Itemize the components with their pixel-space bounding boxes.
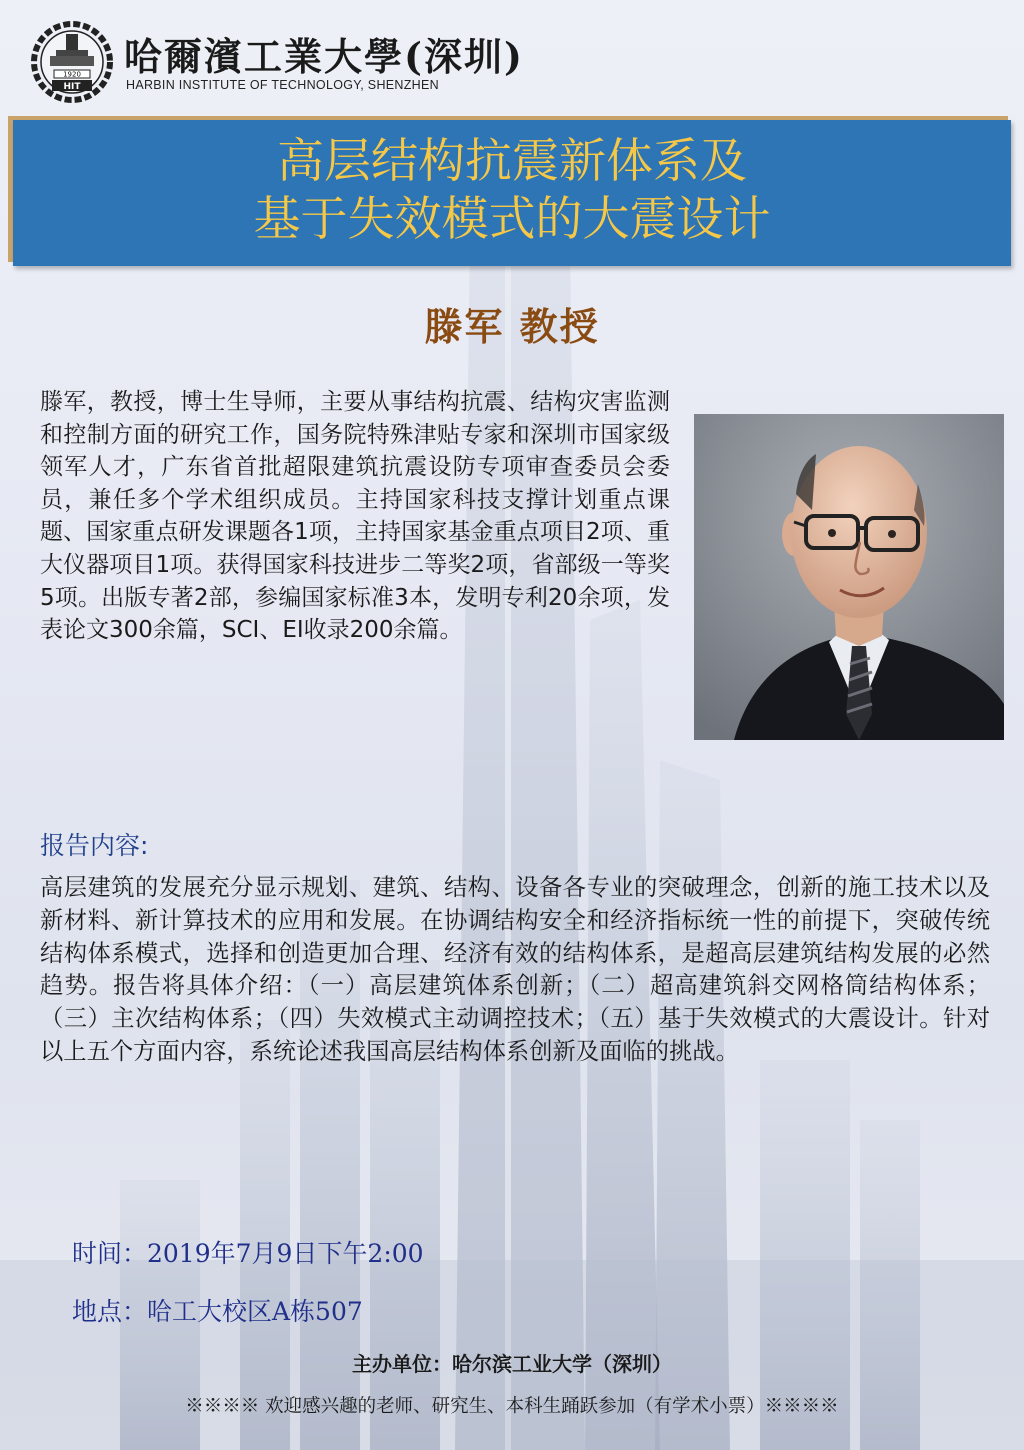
title-banner — [13, 120, 1011, 266]
event-time: 时间：2019年7月9日下午2:00 — [72, 1239, 424, 1268]
svg-text:HIT: HIT — [63, 82, 81, 92]
university-name-cn: 哈爾濱工業大學(深圳) — [124, 34, 524, 79]
hit-emblem-logo — [30, 20, 114, 104]
speaker-name: 滕军 教授 — [424, 305, 600, 349]
report-heading: 报告内容: — [40, 831, 149, 860]
university-name-en: HARBIN INSTITUTE OF TECHNOLOGY, SHENZHEN — [126, 78, 439, 92]
speaker-bio: 滕军，教授，博士生导师，主要从事结构抗震、结构灾害监测和控制方面的研究工作，国务院特殊津贴专家和深圳市国家级领军人才，广东省首批超限建筑抗震设防专项审查委员会委员，兼任多个学术组织成员。主持国家科技支撑计划重点课题、国家重点研发课题各1项，主持国家基金重点项目2项、重大仪器项目1项。获得国家科技进步二等奖2项，省部级一等奖5项。出版专著2部，参编国家标准3本，发明专利20余项，发表论文300余篇，SCI、EI收录200余篇。 — [40, 389, 670, 644]
title-line-2: 基于失效模式的大震设计 — [253, 192, 771, 247]
event-place: 地点：哈工大校区A栋507 — [72, 1297, 363, 1326]
report-body: 高层建筑的发展充分显示规划、建筑、结构、设备各专业的突破理念，创新的施工技术以及新材料、新计算技术的应用和发展。在协调结构安全和经济指标统一性的前提下，突破传统结构体系模式，选择和创造更加合理、经济有效的结构体系，是超高层建筑结构发展的必然趋势。报告将具体介绍：（一）高层建筑体系创新；（二）超高建筑斜交网格筒结构体系；（三）主次结构体系；（四）失效模式主动调控技术；（五）基于失效模式的大震设计。针对以上五个方面内容，系统论述我国高层结构体系创新及面临的挑战。 — [40, 874, 990, 1065]
title-line-1: 高层结构抗震新体系及 — [277, 134, 747, 189]
host-organizer: 主办单位：哈尔滨工业大学（深圳） — [352, 1352, 672, 1376]
svg-text:1920: 1920 — [63, 70, 81, 79]
speaker-photo — [694, 414, 1004, 740]
welcome-note: ※※※※ 欢迎感兴趣的老师、研究生、本科生踊跃参加（有学术小票）※※※※ — [185, 1396, 839, 1417]
